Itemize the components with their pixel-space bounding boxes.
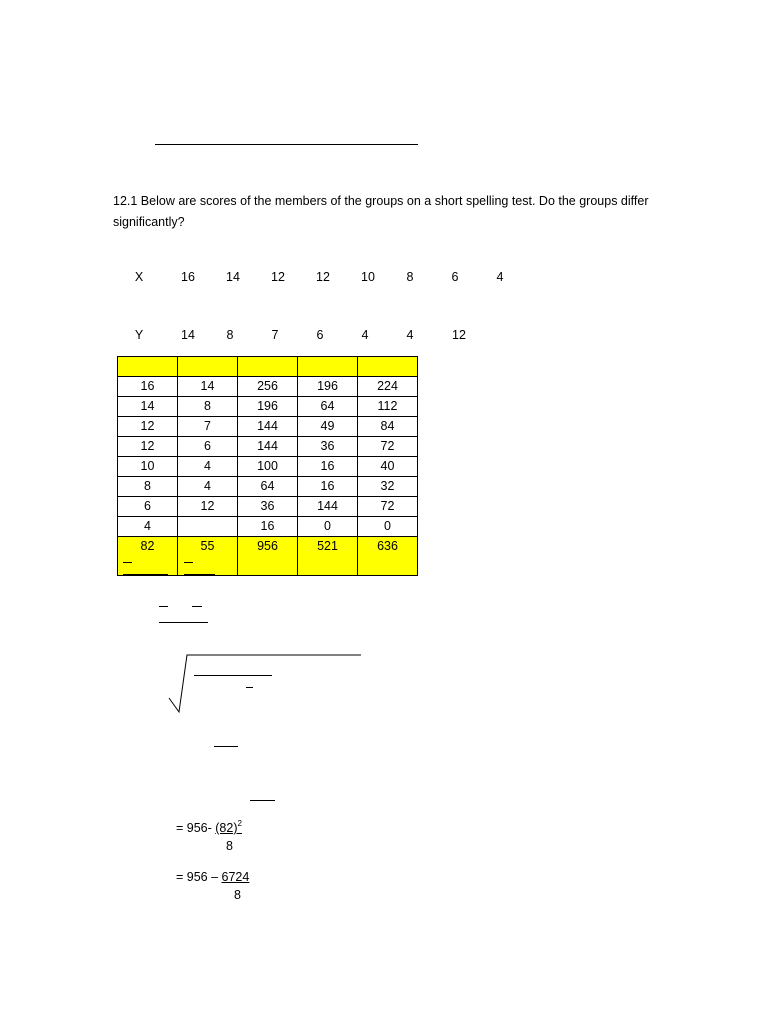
- header-cell: [178, 357, 238, 377]
- x-value: 8: [406, 270, 414, 284]
- table-cell: 72: [358, 497, 418, 517]
- table-cell: 196: [238, 397, 298, 417]
- x-value: 16: [181, 270, 195, 284]
- exponent: 2: [237, 819, 242, 828]
- table-cell: 7: [178, 417, 238, 437]
- mean-bar-short: [123, 562, 132, 563]
- mean-bar-x: [159, 606, 168, 607]
- x-value: 12: [316, 270, 330, 284]
- total-cell: 521: [298, 537, 358, 576]
- table-cell: 40: [358, 457, 418, 477]
- table-row: [118, 377, 418, 397]
- total-cell: 956: [238, 537, 298, 576]
- formula-line-2: [176, 870, 249, 884]
- table-cell: 32: [358, 477, 418, 497]
- table-row: [118, 457, 418, 477]
- formula-denominator-2: 8: [234, 888, 241, 902]
- table-cell: 4: [118, 517, 178, 537]
- table-cell: 112: [358, 397, 418, 417]
- numerator-text: (82): [215, 821, 238, 835]
- square-root-icon: [165, 650, 365, 720]
- y-value: 7: [271, 328, 279, 342]
- table-header-row: [118, 357, 418, 377]
- fraction-bar: [250, 800, 275, 801]
- x-value: 6: [451, 270, 459, 284]
- radicand-small-bar: [246, 687, 253, 688]
- table-cell: 100: [238, 457, 298, 477]
- scores-table: [117, 356, 418, 576]
- total-cell: 636: [358, 537, 418, 576]
- y-value: 8: [226, 328, 234, 342]
- header-cell: [298, 357, 358, 377]
- table-cell: 6: [178, 437, 238, 457]
- table-cell: 8: [118, 477, 178, 497]
- table-row: [118, 397, 418, 417]
- table-cell: 36: [238, 497, 298, 517]
- mean-bar-y: [192, 606, 202, 607]
- x-value: 14: [226, 270, 240, 284]
- table-cell: 12: [118, 437, 178, 457]
- header-cell: [358, 357, 418, 377]
- x-row-label: X: [134, 270, 144, 284]
- table-totals-row: [118, 537, 418, 576]
- table-cell: 12: [118, 417, 178, 437]
- formula-denominator-1: 8: [226, 839, 233, 853]
- table-cell: 224: [358, 377, 418, 397]
- fraction-bar: [159, 622, 208, 623]
- underline-bar: [123, 574, 168, 575]
- table-cell: 16: [298, 457, 358, 477]
- total-cell: [178, 537, 238, 576]
- table-cell: 84: [358, 417, 418, 437]
- total-value: 82: [140, 539, 155, 553]
- table-row: [118, 437, 418, 457]
- table-cell: 0: [298, 517, 358, 537]
- formula-numerator: 6724: [221, 870, 250, 884]
- top-rule: [155, 144, 418, 145]
- formula-line-1: [176, 821, 242, 835]
- table-cell: [178, 517, 238, 537]
- table-cell: 49: [298, 417, 358, 437]
- table-cell: 64: [298, 397, 358, 417]
- y-value: 12: [452, 328, 466, 342]
- mean-bar-short: [184, 562, 193, 563]
- formula-prefix: = 956 –: [176, 870, 222, 884]
- table-cell: 10: [118, 457, 178, 477]
- y-value: 6: [316, 328, 324, 342]
- table-row: [118, 477, 418, 497]
- formula-prefix: = 956-: [176, 821, 216, 835]
- radicand-bar: [194, 675, 222, 676]
- table-cell: 144: [298, 497, 358, 517]
- x-value: 4: [496, 270, 504, 284]
- table-cell: 8: [178, 397, 238, 417]
- total-cell: [118, 537, 178, 576]
- header-cell: [118, 357, 178, 377]
- table-cell: 6: [118, 497, 178, 517]
- header-cell: [238, 357, 298, 377]
- table-cell: 14: [178, 377, 238, 397]
- table-cell: 196: [298, 377, 358, 397]
- table-cell: 4: [178, 477, 238, 497]
- table-cell: 72: [358, 437, 418, 457]
- table-cell: 36: [298, 437, 358, 457]
- table-row: [118, 517, 418, 537]
- table-cell: 16: [238, 517, 298, 537]
- table-row: [118, 497, 418, 517]
- y-value: 4: [361, 328, 369, 342]
- y-value: 4: [406, 328, 414, 342]
- table-row: [118, 417, 418, 437]
- table-cell: 144: [238, 437, 298, 457]
- table-cell: 0: [358, 517, 418, 537]
- fraction-bar: [214, 746, 238, 747]
- y-row-label: Y: [134, 328, 144, 342]
- question-text: 12.1 Below are scores of the members of the groups on a short spelling test. Do the groups differ significantly?: [113, 194, 649, 229]
- table-cell: 12: [178, 497, 238, 517]
- table-cell: 4: [178, 457, 238, 477]
- x-value: 10: [361, 270, 375, 284]
- table-cell: 14: [118, 397, 178, 417]
- radicand-bar: [222, 675, 272, 676]
- table-cell: 16: [298, 477, 358, 497]
- y-value: 14: [181, 328, 195, 342]
- total-value: 55: [200, 539, 215, 553]
- table-cell: 64: [238, 477, 298, 497]
- table-cell: 144: [238, 417, 298, 437]
- table-cell: 256: [238, 377, 298, 397]
- underline-bar: [184, 574, 215, 575]
- table-cell: 16: [118, 377, 178, 397]
- x-value: 12: [271, 270, 285, 284]
- formula-numerator: [215, 821, 242, 835]
